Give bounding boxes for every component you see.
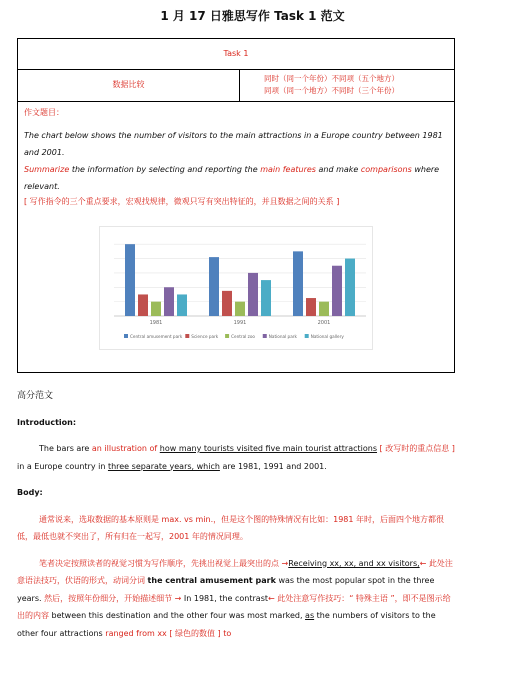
body-paragraph-1: 通常说来，选取数据的基本原则是 max. vs min.，但是这个图的特殊情况有比如：1981 年时，后面四个地方都很低，最低也就不突出了，所有归在一起写，2001 年的情况同理。 [17, 514, 445, 541]
prompt-keyword-comparisons: comparisons [360, 165, 412, 174]
body-note: 笔者决定按照读者的视觉习惯为写作顺序，先挑出视觉上最突出的点 → [39, 558, 289, 568]
chart-x-tick-label: 1981 [149, 320, 163, 326]
body-text: between this destination and the other four was most marked, [51, 611, 306, 620]
bar-chart-svg [100, 227, 374, 351]
chart-bar [138, 294, 148, 316]
body-text: In 1981, the contrast [183, 593, 268, 603]
chart-legend-swatch [124, 334, 128, 338]
body-label: Body: [17, 488, 43, 497]
body-note: ranged from xx [ 绿色的数值 ] to [105, 628, 232, 638]
task-box [17, 38, 455, 373]
page-title: 1 月 17 日雅思写作 Task 1 范文 [160, 9, 345, 23]
chart-bar [151, 302, 161, 316]
body-note: 然后，按照年份细分，开始描述细节 → [44, 593, 184, 603]
chart-bar [235, 302, 245, 316]
chart-legend-label: National gallery [310, 334, 344, 339]
body-text: the numbers of visitors to the other four attractions [17, 611, 436, 638]
body-note: ← 此处注意语法技巧，伏语的形式，动词分词 [17, 558, 453, 585]
task-label: Task 1 [18, 39, 454, 70]
chart-bar [332, 266, 342, 316]
prompt-line-1: The chart below shows the number of visitors to the main attractions in a Europe country between 1981 and 2001. [24, 131, 443, 157]
chart-bar [261, 280, 271, 316]
chart-legend-swatch [225, 334, 229, 338]
compare-notes [264, 73, 399, 97]
chart-bar [319, 302, 329, 316]
chart-bar [293, 251, 303, 316]
chart-legend-label: Central amusement park [130, 334, 183, 339]
essay [17, 388, 457, 642]
intro-paragraph [17, 440, 457, 475]
body-bold: the central amusement park [147, 576, 276, 585]
chart-legend-swatch [305, 334, 309, 338]
prompt-keyword-main-features: main features [260, 165, 316, 174]
prompt-note: [ 写作指令的三个重点要求，宏观找规律，微观只写有突出特征的，并且数据之间的关系 ] [24, 197, 340, 206]
chart-x-tick-label: 1991 [233, 320, 247, 326]
chart-legend-label: National park [268, 334, 297, 339]
chart-x-tick-label: 2001 [317, 320, 331, 326]
prompt-section [24, 107, 450, 209]
chart-bar [306, 298, 316, 316]
chart-bar [177, 294, 187, 316]
prompt-text: the information by selecting and reporting the [69, 165, 261, 174]
chart-bar [209, 257, 219, 316]
chart-bar [125, 244, 135, 316]
prompt-text: where relevant. [24, 165, 440, 191]
intro-text: in a Europe country in [17, 461, 108, 471]
intro-text: are 1981, 1991 and 2001. [219, 461, 327, 471]
intro-underlined: how many tourists visited five main tourist attractions [159, 444, 378, 453]
chart-bar [248, 273, 258, 316]
chart-legend-label: Central zoo [231, 334, 256, 339]
intro-underlined: three separate years, which [107, 461, 220, 471]
chart-legend-swatch [263, 334, 267, 338]
body-note: ← 此处注意写作技巧：“ 特殊主语 ”，即不是图示给出的内容 [17, 593, 451, 620]
bar-chart [99, 226, 373, 350]
body-paragraph-2 [17, 555, 457, 643]
body-underlined: Receiving xx, xx, and xx visitors, [288, 558, 420, 568]
essay-heading: 高分范文 [17, 391, 54, 401]
compare-line-1: 同时（同一个年份）不同项（五个地方） [264, 74, 399, 83]
compare-line-2: 同项（同一个地方）不同时（三个年份） [264, 86, 399, 95]
prompt-label: 作文题目： [24, 108, 64, 117]
chart-bar [345, 259, 355, 316]
prompt-text: and make [315, 165, 361, 174]
body-underlined: as [305, 611, 315, 620]
compare-row [18, 69, 454, 102]
prompt-line-2 [24, 161, 450, 195]
body-text: was the most popular spot in the three years. [17, 576, 435, 603]
chart-bar [164, 287, 174, 316]
intro-label: Introduction: [17, 417, 77, 427]
chart-legend-swatch [185, 334, 189, 338]
chart-legend-label: Science park [191, 334, 219, 339]
intro-phrase: an illustration of [91, 444, 158, 453]
compare-label: 数据比较 [18, 69, 240, 101]
prompt-keyword-summarize: Summarize [24, 165, 70, 174]
intro-note: [ 改写时的重点信息 ] [377, 444, 455, 453]
chart-bar [222, 291, 232, 316]
intro-text: The bars are [39, 444, 92, 453]
